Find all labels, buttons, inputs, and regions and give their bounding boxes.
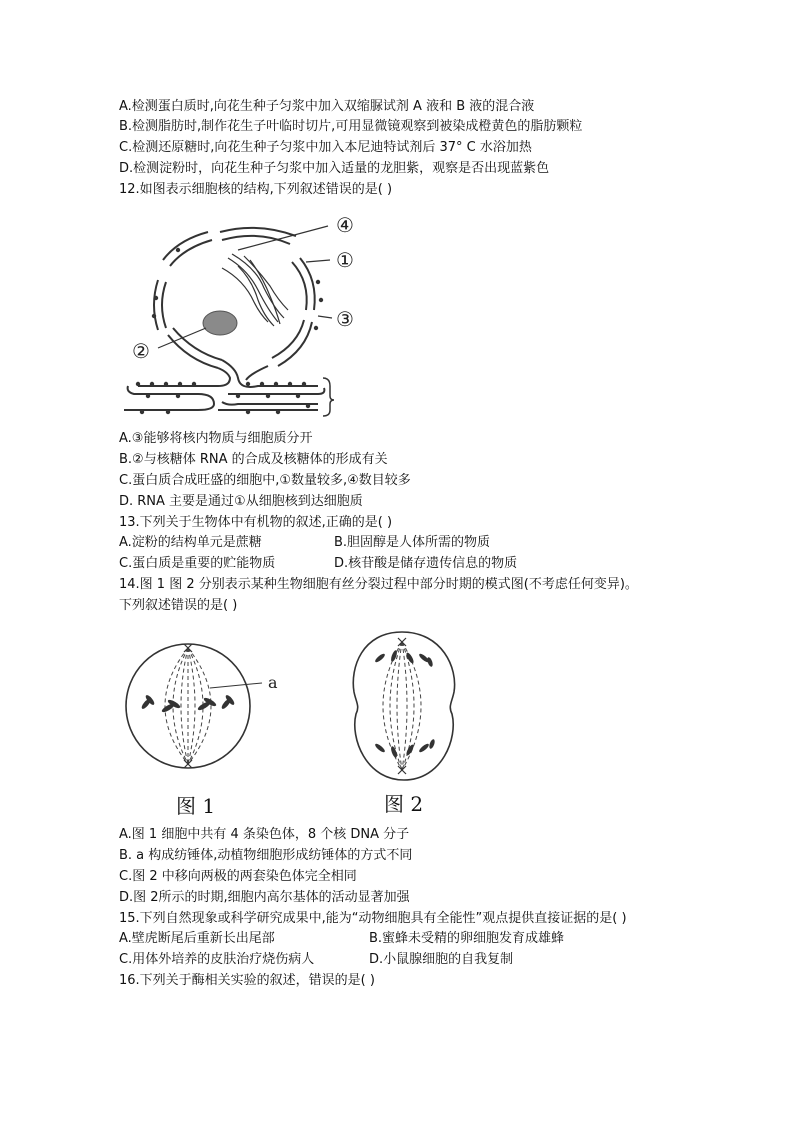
q11-option-b: B.检测脂肪时,制作花生子叶临时切片,可用显微镜观察到被染成橙黄色的脂肪颗粒 — [119, 119, 583, 134]
q15-option-b: B.蜜蜂未受精的卵细胞发育成雄蜂 — [369, 931, 565, 946]
q13-option-c: C.蛋白质是重要的贮能物质 — [119, 556, 276, 571]
q11-option-c: C.检测还原糖时,向花生种子匀浆中加入本尼迪特试剂后 37° C 水浴加热 — [119, 140, 532, 155]
q14-option-c: C.图 2 中移向两极的两套染色体完全相同 — [119, 869, 357, 884]
q12-stem: 12.如图表示细胞核的结构,下列叙述错误的是( ) — [119, 182, 393, 197]
label-2: ② — [132, 339, 150, 363]
q14-option-d: D.图 2所示的时期,细胞内高尔基体的活动显著加强 — [119, 890, 410, 905]
q14-option-b: B. a 构成纺锤体,动植物细胞形成纺锤体的方式不同 — [119, 848, 413, 863]
q11-option-d: D.检测淀粉时，向花生种子匀浆中加入适量的龙胆紫，观察是否出现蓝紫色 — [119, 161, 550, 176]
q12-option-d: D. RNA 主要是通过①从细胞核到达细胞质 — [119, 494, 363, 509]
q15-option-a: A.壁虎断尾后重新长出尾部 — [119, 931, 275, 946]
q13-option-b: B.胆固醇是人体所需的物质 — [334, 535, 491, 550]
q15-stem: 15.下列自然现象或科学研究成果中,能为“动物细胞具有全能性”观点提供直接证据的是( ) — [119, 911, 627, 926]
q13-option-a: A.淀粉的结构单元是蔗糖 — [119, 535, 262, 550]
q14-stem-line1: 14.图 1 图 2 分别表示某种生物细胞有丝分裂过程中部分时期的模式图(不考虑任何变异)。 — [119, 577, 638, 592]
mitosis-figure-2 — [344, 628, 464, 788]
q14-option-a: A.图 1 细胞中共有 4 条染色体，8 个核 DNA 分子 — [119, 827, 410, 842]
label-4: ④ — [336, 213, 354, 237]
q15-option-d: D.小鼠腺细胞的自我复制 — [369, 952, 514, 967]
q12-option-c: C.蛋白质合成旺盛的细胞中,①数量较多,④数目较多 — [119, 473, 411, 488]
q15-option-c: C.用体外培养的皮肤治疗烧伤病人 — [119, 952, 315, 967]
mitosis-figure-1 — [122, 640, 292, 780]
nucleus-structure-diagram — [118, 210, 378, 420]
figure-1-caption: 图 1 — [176, 794, 216, 818]
q12-option-b: B.②与核糖体 RNA 的合成及核糖体的形成有关 — [119, 452, 388, 467]
q13-option-d: D.核苷酸是储存遗传信息的物质 — [334, 556, 518, 571]
label-1: ① — [336, 248, 354, 272]
q11-option-a: A.检测蛋白质时,向花生种子匀浆中加入双缩脲试剂 A 液和 B 液的混合液 — [119, 99, 535, 114]
spindle-label-a: a — [268, 673, 278, 692]
q13-stem: 13.下列关于生物体中有机物的叙述,正确的是( ) — [119, 515, 393, 530]
q12-option-a: A.③能够将核内物质与细胞质分开 — [119, 431, 313, 446]
q16-stem: 16.下列关于酶相关实验的叙述，错误的是( ) — [119, 973, 375, 988]
figure-2-caption: 图 2 — [384, 792, 424, 816]
q14-stem-line2: 下列叙述错误的是( ) — [119, 598, 238, 613]
label-3: ③ — [336, 307, 354, 331]
